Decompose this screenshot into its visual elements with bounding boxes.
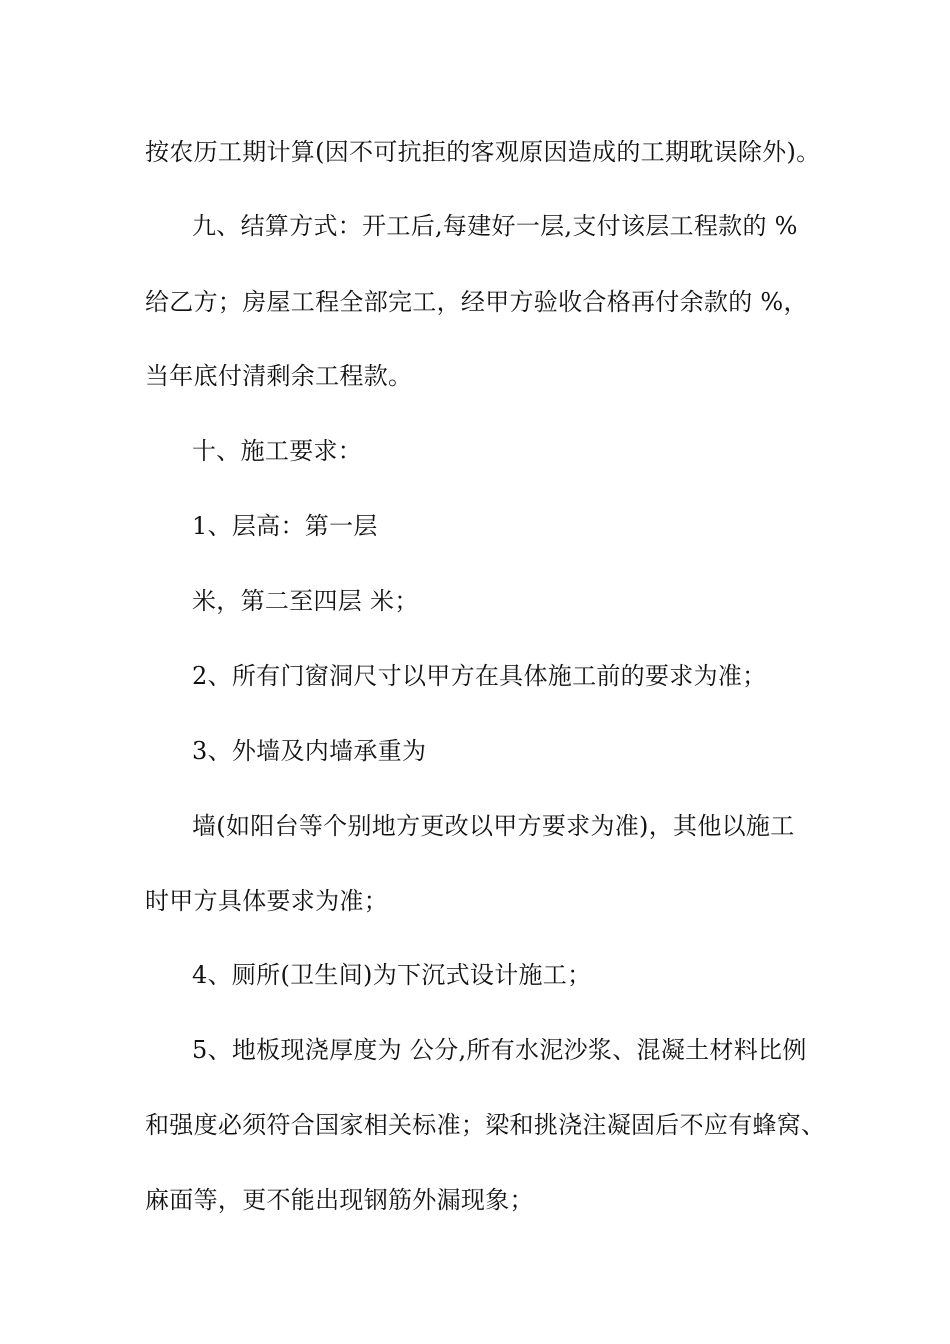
paragraph-line: 按农历工期计算(因不可抗拒的客观原因造成的工期耽误除外)。 [145,138,821,166]
paragraph-line: 和强度必须符合国家相关标准；梁和挑浇注凝固后不应有蜂窝、 [145,1111,826,1139]
paragraph-line: 麻面等，更不能出现钢筋外漏现象； [145,1186,534,1214]
paragraph-line: 九、结算方式：开工后,每建好一层,支付该层工程款的 % [192,212,798,240]
paragraph-line: 墙(如阳台等个别地方更改以甲方要求为准)，其他以施工 [192,812,795,840]
section-heading: 十、施工要求： [192,437,363,465]
paragraph-line: 当年底付清剩余工程款。 [145,362,413,390]
paragraph-line: 米，第二至四层 米； [192,587,419,615]
list-item: 2、所有门窗洞尺寸以甲方在具体施工前的要求为准； [192,662,767,690]
list-item: 3、外墙及内墙承重为 [192,737,427,765]
paragraph-line: 给乙方；房屋工程全部完工，经甲方验收合格再付余款的 %， [145,288,808,316]
list-item: 4、厕所(卫生间)为下沉式设计施工； [192,961,592,989]
paragraph-line: 时甲方具体要求为准； [145,887,388,915]
list-item: 1、层高：第一层 [192,512,378,540]
list-item: 5、地板现浇厚度为 公分,所有水泥沙浆、混凝土材料比例 [192,1036,807,1064]
